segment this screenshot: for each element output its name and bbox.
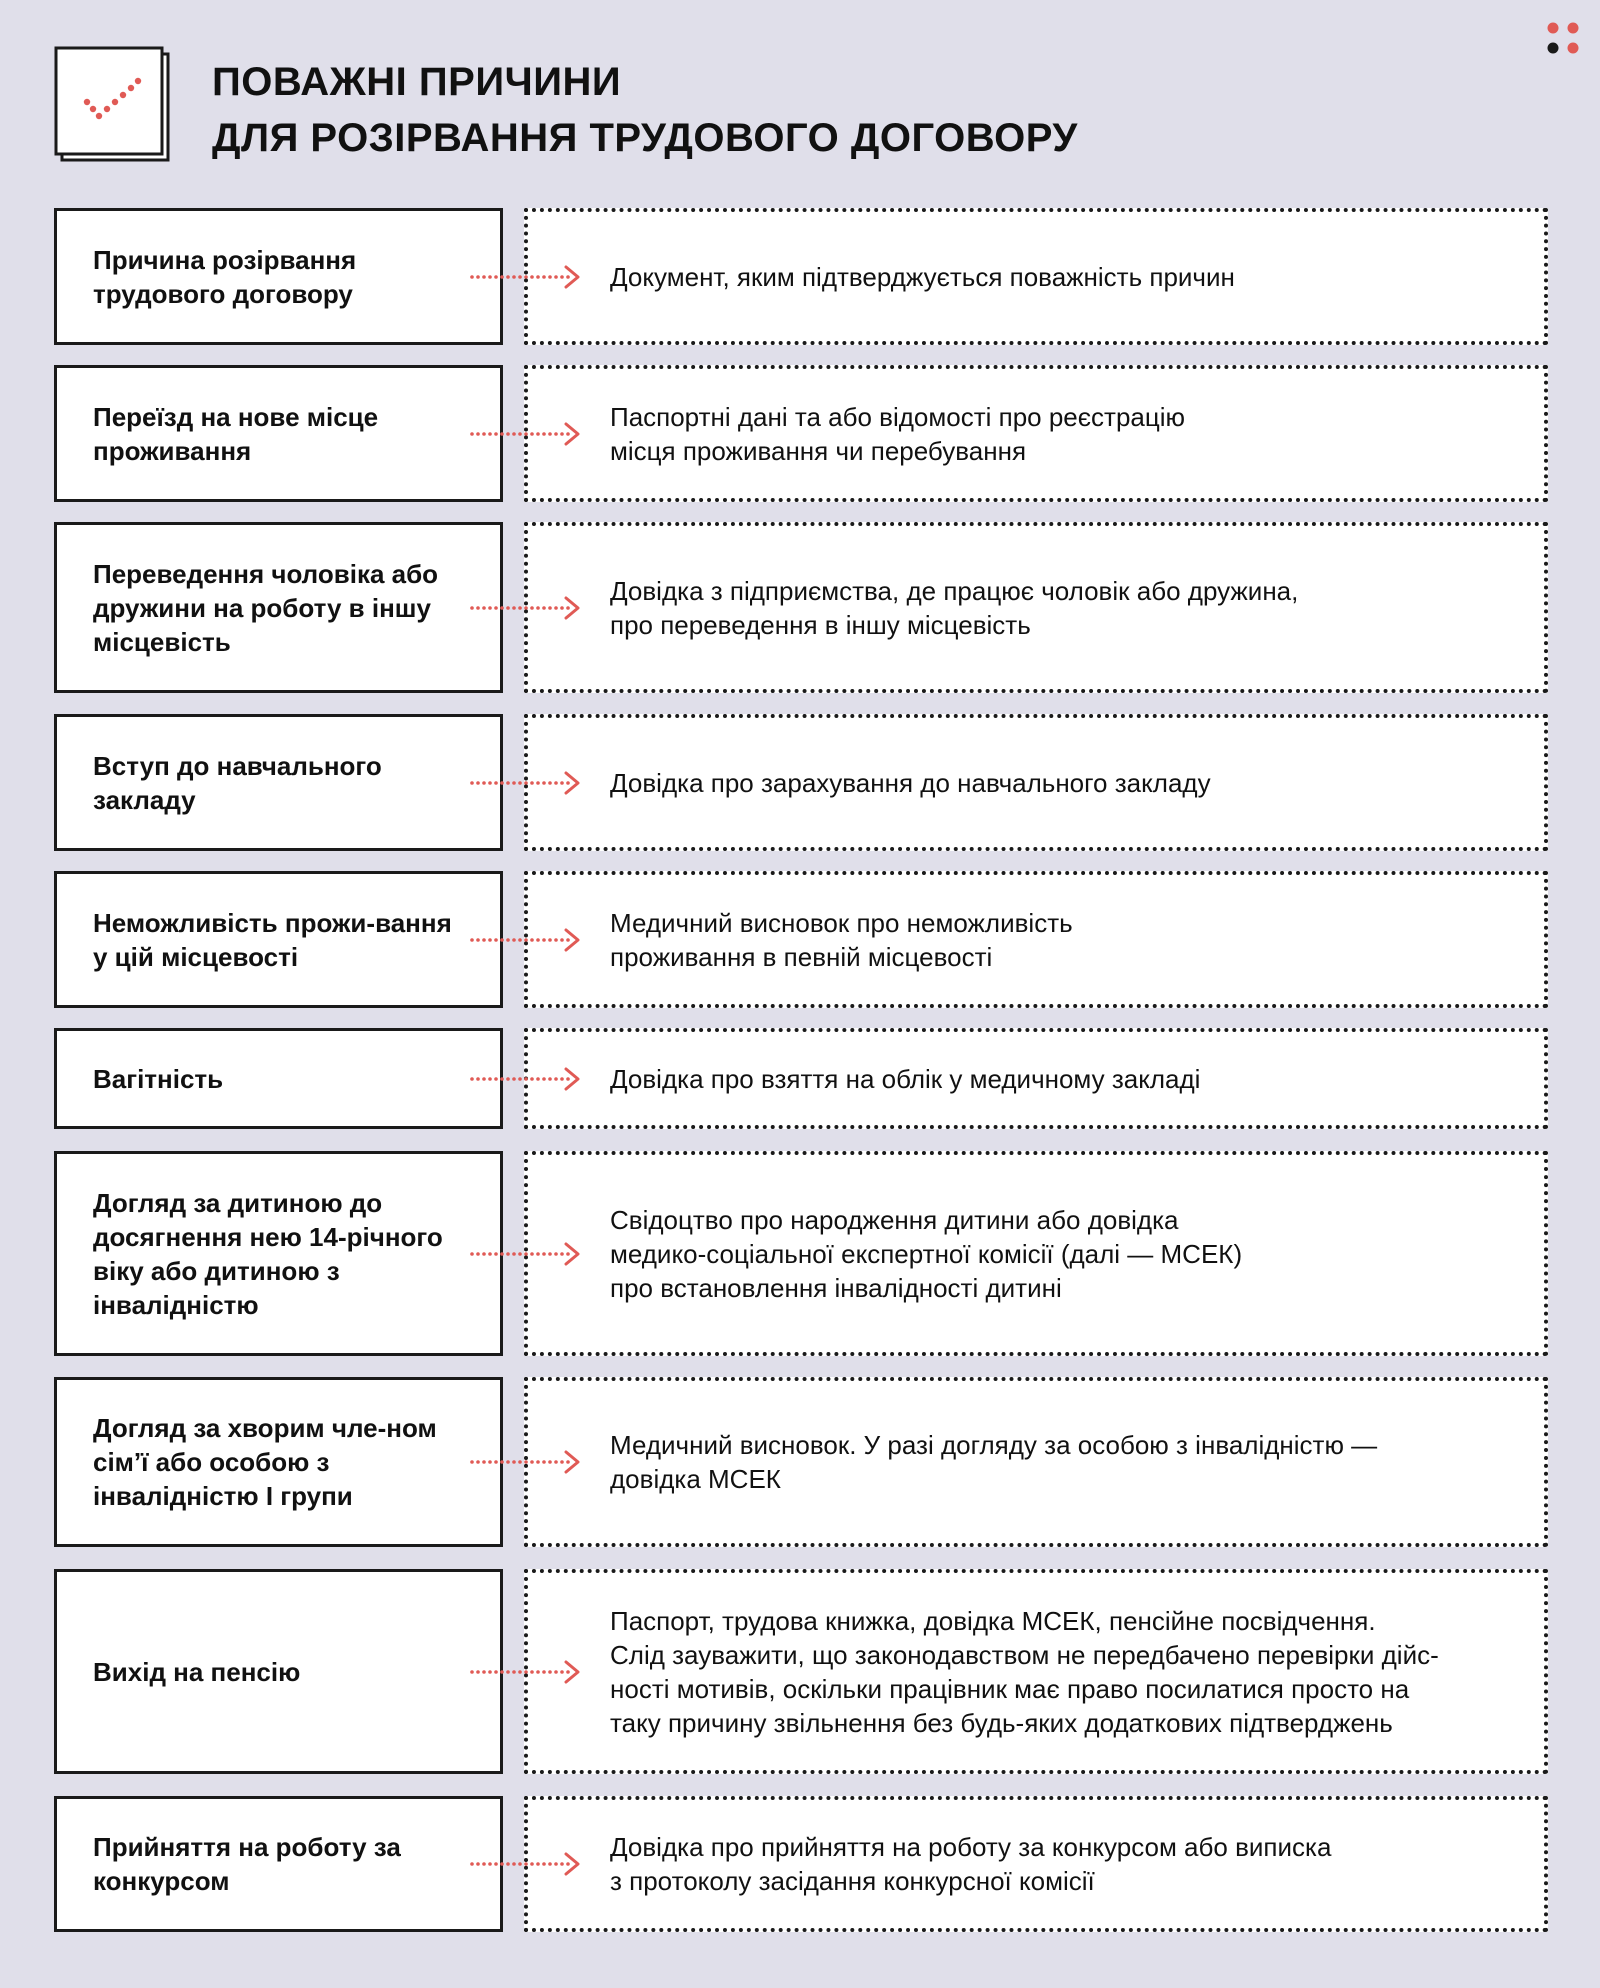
table-row	[54, 1377, 1548, 1547]
reason-text: Причина розірвання трудового договору	[93, 244, 357, 309]
dotted-arrow-icon	[460, 262, 588, 292]
reason-text: Прийняття на роботу за конкурсом	[93, 1832, 401, 1896]
document-cell	[524, 1796, 1548, 1932]
document-cell	[524, 1569, 1548, 1774]
reason-text: Вступ до навчального закладу	[93, 750, 382, 815]
table-row	[54, 714, 1548, 851]
reason-cell	[54, 522, 503, 693]
page-title	[212, 54, 1078, 166]
reason-text: Переїзд на нове місце проживання	[93, 401, 379, 466]
document-text: Довідка про взяття на облік у медичному закладі	[610, 1063, 1201, 1094]
table-row	[54, 1796, 1548, 1932]
reason-cell	[54, 714, 503, 851]
reason-text: Вихід на пенсію	[93, 1656, 301, 1687]
reason-text: Догляд за дитиною до досягнення нею 14-річного віку або дитиною з інвалідністю	[93, 1187, 443, 1320]
document-text: Паспорт, трудова книжка, довідка МСЕК, пенсійне посвідчення. Слід зауважити, що законодавством не передбачено перевірки дійс- ності мотивів, оскільки працівник має право посилатися просто на таку причину звільнення без будь-яких додаткових підтверджень	[610, 1605, 1439, 1738]
document-text: Довідка про прийняття на роботу за конкурсом або виписка з протоколу засідання конкурсної комісії	[610, 1832, 1332, 1896]
dotted-arrow-icon	[460, 1849, 588, 1879]
dots-logo-icon	[1545, 20, 1581, 56]
reason-cell	[54, 1796, 503, 1932]
reason-cell	[54, 1569, 503, 1774]
document-text: Довідка з підприємства, де працює чоловік або дружина, про переведення в іншу місцевість	[610, 575, 1299, 640]
document-cell	[524, 1151, 1548, 1356]
reason-cell	[54, 1028, 503, 1129]
title-line-1: ПОВАЖНІ ПРИЧИНИ	[212, 60, 622, 104]
document-text: Довідка про зарахування до навчального закладу	[610, 767, 1211, 798]
document-cell	[524, 1377, 1548, 1547]
dotted-arrow-icon	[460, 419, 588, 449]
reason-text: Вагітність	[93, 1063, 224, 1094]
table-row	[54, 871, 1548, 1008]
table-row	[54, 208, 1548, 345]
dotted-arrow-icon	[460, 925, 588, 955]
table-row	[54, 365, 1548, 502]
document-cell	[524, 365, 1548, 502]
dotted-arrow-icon	[460, 768, 588, 798]
reason-cell	[54, 1377, 503, 1547]
table-row	[54, 522, 1548, 693]
document-text: Медичний висновок про неможливість проживання в певній місцевості	[610, 907, 1073, 972]
document-text: Свідоцтво про народження дитини або довідка медико-соціальної експертної комісії (далі — МСЕК) про встановлення інвалідності дитині	[610, 1204, 1243, 1303]
document-cell	[524, 714, 1548, 851]
dotted-arrow-icon	[460, 1239, 588, 1269]
dotted-arrow-icon	[460, 593, 588, 623]
table-row	[54, 1151, 1548, 1356]
reason-text: Переведення чоловіка або дружини на роботу в іншу місцевість	[93, 558, 439, 657]
document-cell	[524, 522, 1548, 693]
dotted-arrow-icon	[460, 1064, 588, 1094]
document-cell	[524, 871, 1548, 1008]
reason-cell	[54, 1151, 503, 1356]
reason-cell	[54, 208, 503, 345]
reason-text: Догляд за хворим чле-ном сім’ї або особою з інвалідністю I групи	[93, 1413, 437, 1511]
document-text: Медичний висновок. У разі догляду за особою з інвалідністю — довідка МСЕК	[610, 1430, 1378, 1494]
reason-text: Неможливість прожи-вання у цій місцевості	[93, 907, 452, 972]
title-line-2: ДЛЯ РОЗІРВАННЯ ТРУДОВОГО ДОГОВОРУ	[212, 116, 1078, 160]
document-text: Паспортні дані та або відомості про реєстрацію місця проживання чи перебування	[610, 401, 1186, 466]
dotted-arrow-icon	[460, 1657, 588, 1687]
dotted-arrow-icon	[460, 1447, 588, 1477]
document-cell	[524, 208, 1548, 345]
reason-cell	[54, 871, 503, 1008]
table-row	[54, 1028, 1548, 1129]
reason-cell	[54, 365, 503, 502]
table-row	[54, 1569, 1548, 1774]
document-text: Документ, яким підтверджується поважність причин	[610, 261, 1235, 292]
checklist-icon	[54, 46, 174, 166]
document-cell	[524, 1028, 1548, 1129]
